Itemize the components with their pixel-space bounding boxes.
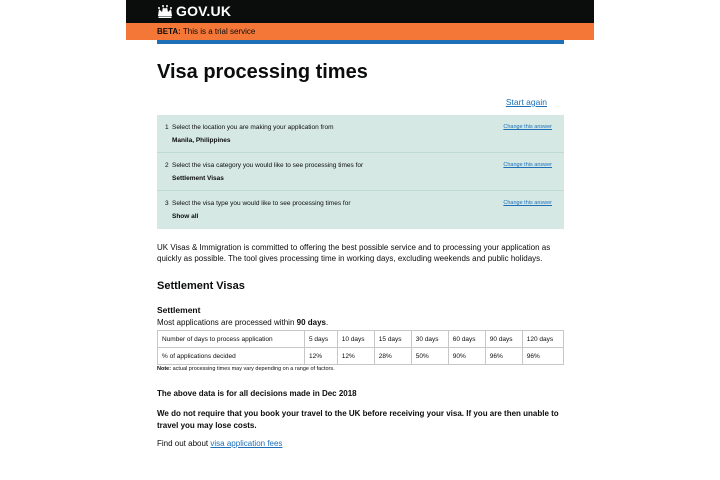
change-answer-link[interactable]: Change this answer (503, 162, 552, 168)
table-cell: 12% (337, 348, 374, 365)
answer-row-location (157, 115, 564, 153)
answer-question: Select the location you are making your application from (172, 124, 334, 131)
section-heading: Settlement Visas (157, 280, 245, 292)
table-cell: 50% (411, 348, 448, 365)
table-cell: 90% (448, 348, 485, 365)
table-cell: 28% (374, 348, 411, 365)
answers-summary (157, 115, 564, 229)
change-answer-link[interactable]: Change this answer (503, 200, 552, 206)
table-cell: 30 days (411, 331, 448, 348)
fees-prefix: Find out about (157, 439, 209, 448)
accent-divider (157, 40, 564, 44)
page-title: Visa processing times (157, 61, 368, 83)
answer-value: Settlement Visas (172, 175, 224, 182)
visa-fees-link[interactable]: visa application fees (210, 439, 283, 448)
fees-paragraph (157, 439, 282, 448)
answer-row-category (157, 153, 564, 191)
most-suffix: . (326, 318, 329, 327)
table-cell: % of applications decided (158, 348, 305, 365)
most-applications-text (157, 318, 328, 327)
beta-banner (126, 23, 594, 40)
processing-times-table (157, 330, 564, 365)
table-cell: 60 days (448, 331, 485, 348)
table-cell: 15 days (374, 331, 411, 348)
answer-number: 1 (165, 124, 169, 131)
table-row (158, 348, 564, 365)
beta-text: This is a trial service (182, 27, 256, 36)
decisions-text: The above data is for all decisions made in Dec 2018 (157, 389, 357, 398)
table-cell: Number of days to process application (158, 331, 305, 348)
table-row (158, 331, 564, 348)
note-text: actual processing times may vary depending on a range of factors. (172, 366, 335, 372)
table-cell: 12% (305, 348, 338, 365)
page (126, 0, 594, 480)
most-value: 90 days (296, 318, 326, 327)
table-note (157, 366, 335, 372)
table-cell: 10 days (337, 331, 374, 348)
answer-value: Manila, Philippines (172, 137, 231, 144)
answer-question: Select the visa type you would like to see processing times for (172, 200, 351, 207)
site-header (126, 0, 594, 23)
govuk-logo-link[interactable] (157, 3, 231, 19)
crown-icon (157, 4, 173, 18)
logo-text: GOV.UK (176, 3, 232, 19)
table-cell: 96% (522, 348, 563, 365)
travel-warning: We do not require that you book your travel to the UK before receiving your visa. If you are then unable to travel you may lose costs. (157, 409, 559, 430)
most-prefix: Most applications are processed within (157, 318, 295, 327)
start-again-link[interactable]: Start again (505, 97, 547, 107)
note-label: Note: (157, 366, 172, 372)
answer-number: 2 (165, 162, 169, 169)
table-cell: 5 days (305, 331, 338, 348)
intro-paragraph: UK Visas & Immigration is committed to offering the best possible service and to processing your application as quickly as possible. The tool gives processing time in working days, excluding weekends and public holidays. (157, 243, 551, 263)
table-cell: 90 days (485, 331, 522, 348)
table-cell: 120 days (522, 331, 563, 348)
answer-row-type (157, 191, 564, 229)
change-answer-link[interactable]: Change this answer (503, 124, 552, 130)
answer-question: Select the visa category you would like to see processing times for (172, 162, 364, 169)
sub-heading: Settlement (157, 305, 201, 315)
table-cell: 96% (485, 348, 522, 365)
beta-tag: BETA: (157, 27, 181, 36)
answer-value: Show all (172, 213, 199, 220)
answer-number: 3 (165, 200, 169, 207)
